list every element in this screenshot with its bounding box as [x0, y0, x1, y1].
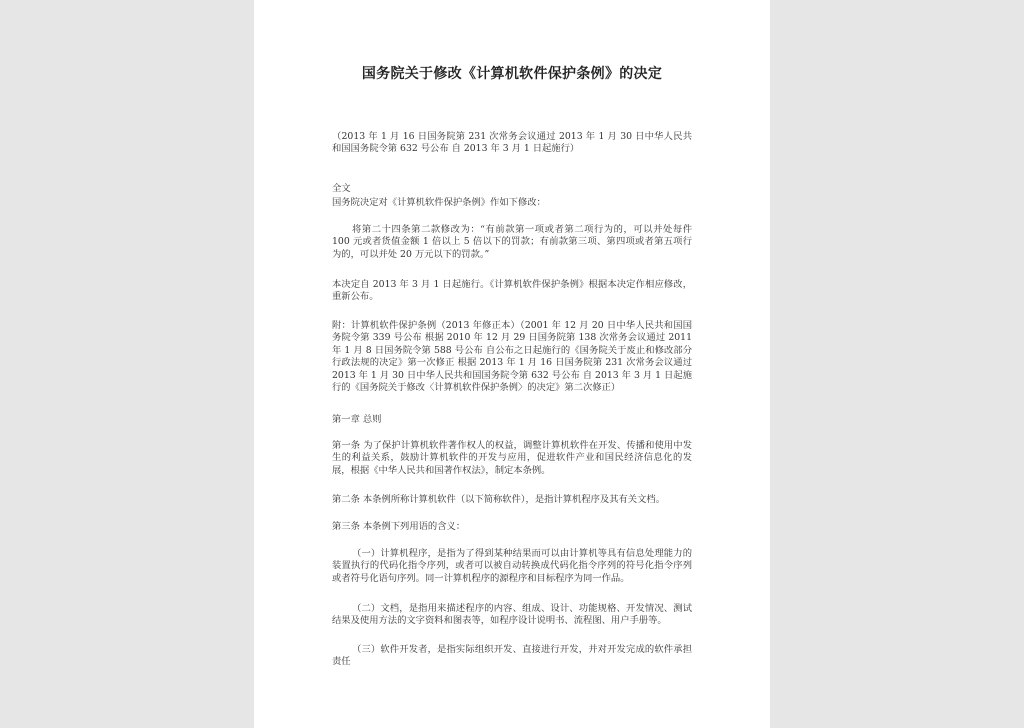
document-title: 国务院关于修改《计算机软件保护条例》的决定: [361, 66, 663, 82]
article-3: 第三条 本条例下列用语的含义：: [332, 521, 466, 532]
appendix-paragraph: 附：计算机软件保护条例（2013 年修正本）（2001 年 12 月 20 日中华人民共和国国务院令第 339 号公布 根据 2010 年 12 月 29 日国务院第 138 次常务会议通过 2011 年 1 月 8 日国务院令第 588 号公布 自公布之日起施行的《国务院关于废止和修改部分行政法规的决定》第一次修正 根据 2013 年 1 月 16 日国务院第 231 次常务会议通过 2013 年 1 月 30 日中华人民共和国国务院令第 632 号公布 自 2013 年 3 月 1 日起施行的《国务院关于修改〈计算机软件保护条例〉的决定》第二次修正）: [332, 320, 692, 394]
article-3-item-3: （三）软件开发者，是指实际组织开发、直接进行开发，并对开发完成的软件承担责任: [332, 644, 692, 668]
document-page: [254, 0, 770, 728]
chapter-heading: 第一章 总则: [332, 414, 382, 425]
article-3-item-2: （二）文档，是指用来描述程序的内容、组成、设计、功能规格、开发情况、测试结果及使用方法的文字资料和图表等，如程序设计说明书、流程图、用户手册等。: [332, 603, 692, 627]
amendment-paragraph: 将第二十四条第二款修改为：“有前款第一项或者第二项行为的，可以并处每件 100 元或者货值金额 1 倍以上 5 倍以下的罚款；有前款第三项、第四项或者第五项行为的，可以并处 20 万元以下的罚款。”: [332, 224, 692, 260]
fulltext-label: 全文: [332, 183, 351, 194]
article-1: 第一条 为了保护计算机软件著作权人的权益，调整计算机软件在开发、传播和使用中发生的利益关系，鼓励计算机软件的开发与应用，促进软件产业和国民经济信息化的发展，根据《中华人民共和国著作权法》，制定本条例。: [332, 440, 692, 476]
article-3-item-1: （一）计算机程序，是指为了得到某种结果而可以由计算机等具有信息处理能力的装置执行的代码化指令序列，或者可以被自动转换成代码化指令序列的符号化指令序列或者符号化语句序列。同一计算机程序的源程序和目标程序为同一作品。: [332, 548, 692, 584]
article-2: 第二条 本条例所称计算机软件（以下简称软件），是指计算机程序及其有关文档。: [332, 494, 665, 505]
source-note: （2013 年 1 月 16 日国务院第 231 次常务会议通过 2013 年 1 月 30 日中华人民共和国国务院令第 632 号公布 自 2013 年 3 月 1 日起施行）: [332, 131, 692, 155]
intro-paragraph: 国务院决定对《计算机软件保护条例》作如下修改：: [332, 197, 546, 208]
effective-paragraph: 本决定自 2013 年 3 月 1 日起施行。《计算机软件保护条例》根据本决定作相应修改，重新公布。: [332, 279, 692, 303]
